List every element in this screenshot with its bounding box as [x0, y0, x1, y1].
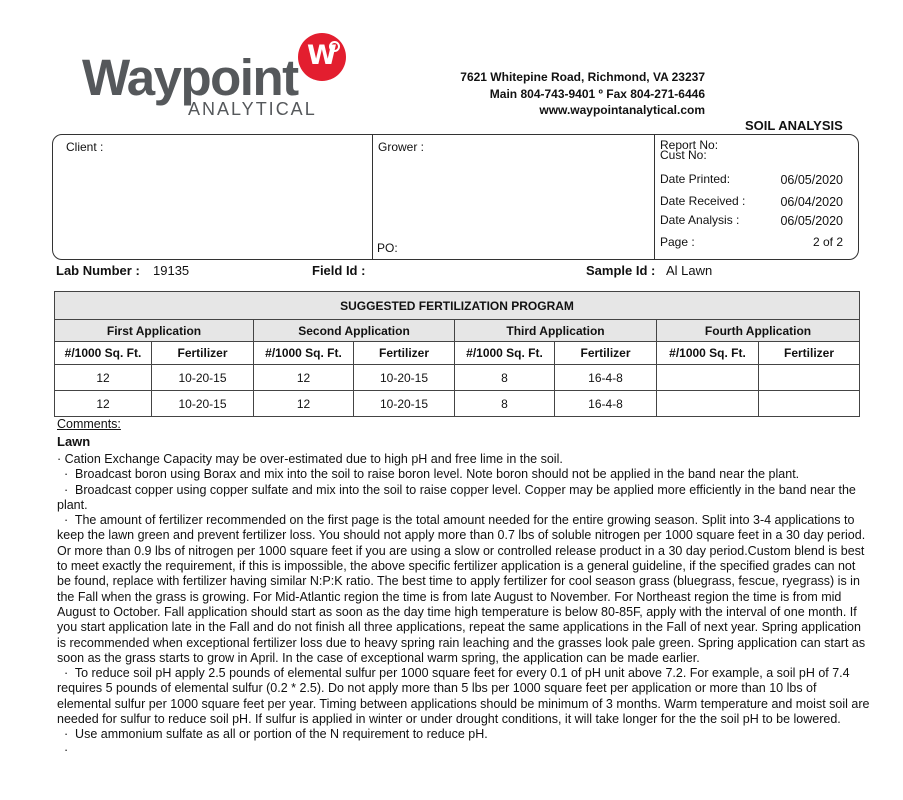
po-label: PO: [377, 241, 398, 255]
logo-badge-icon [298, 33, 346, 81]
program-title: SUGGESTED FERTILIZATION PROGRAM [55, 292, 860, 320]
company-logo-subtitle: ANALYTICAL [188, 99, 317, 119]
comment-item: · Cation Exchange Capacity may be over-estimated due to high pH and free lime in the soil. [57, 452, 563, 466]
table-cell: 10-20-15 [152, 391, 254, 417]
lab-number-value: 19135 [153, 263, 190, 278]
column-header: Fertilizer [354, 342, 455, 365]
report-no-label: Report No: [660, 138, 719, 152]
application-header-2: Second Application [254, 320, 455, 342]
table-cell [759, 391, 860, 417]
table-cell [657, 365, 759, 391]
company-website[interactable]: www.waypointanalytical.com [539, 103, 705, 117]
sample-id-label: Sample Id : [586, 263, 656, 278]
column-header: #/1000 Sq. Ft. [55, 342, 152, 365]
comment-item: · [57, 742, 69, 757]
table-cell: 10-20-15 [152, 365, 254, 391]
table-cell: 12 [55, 365, 152, 391]
company-address: 7621 Whitepine Road, Richmond, VA 23237 [460, 70, 705, 84]
application-header-3: Third Application [455, 320, 657, 342]
table-cell: 12 [254, 365, 354, 391]
table-cell: 8 [455, 391, 555, 417]
table-cell: 8 [455, 365, 555, 391]
date-analysis-label: Date Analysis : [660, 213, 740, 227]
page-label: Page : [660, 235, 695, 249]
table-cell [657, 391, 759, 417]
column-header: Fertilizer [152, 342, 254, 365]
column-header: #/1000 Sq. Ft. [657, 342, 759, 365]
fertilization-program-table [54, 291, 860, 417]
comment-item: · The amount of fertilizer recommended on the first page is the total amount needed for the entire growing season. Split into 3-4 applications to keep the lawn green and prevent fertilizer loss. You should not apply more than 0.7 lbs of soluble nitrogen per 1000 square feet in a 30 day period. Or more than 0.9 lbs of nitrogen per 1000 square feet if you are using a slow or controlled release product in a 30 day period.Custom blend is best to meet exactly the requirement, if this is impossible, the above specific fertilizer application is a general guideline, if the specified grades can not be found, replace with fertilizer having similar N:P:K ratio. The best time to apply fertilizer for cool season grass (bluegrass, fescue, ryegrass) is in the Fall when the grass is growing. For Mid-Atlantic region the time is from late August to November. For Northeast region the time is from mid August to October. Fall application should start as soon as the day time high temperature is below 80-85F, apply with the interval of one month. If you start application late in the Fall and do not finish all three applications, repeat the same applications in the Fall of next year. Spring application is recommended when exceptional fertilizer loss due to heavy spring rain leaching and the grasses look pale green. Spring application can start as soon as the grass starts to grow in April. In the case of exceptional warm spring, the application can be made earlier. [57, 513, 869, 665]
column-header: Fertilizer [759, 342, 860, 365]
column-header: #/1000 Sq. Ft. [455, 342, 555, 365]
table-cell: 12 [254, 391, 354, 417]
header-divider-1 [372, 134, 373, 260]
logo-degree-mark [329, 41, 340, 52]
header-divider-2 [654, 134, 655, 260]
date-received-value: 06/04/2020 [780, 195, 843, 209]
comment-item: · Broadcast boron using Borax and mix into the soil to raise boron level. Note boron should not be applied in the band near the plant. [57, 467, 800, 482]
logo-badge-letter: W [307, 40, 337, 71]
application-header-4: Fourth Application [657, 320, 860, 342]
date-printed-label: Date Printed: [660, 172, 731, 186]
table-cell: 12 [55, 391, 152, 417]
lab-number-label: Lab Number : [56, 263, 140, 278]
date-received-label: Date Received : [660, 194, 746, 208]
column-header: Fertilizer [555, 342, 657, 365]
comments-body [57, 452, 872, 758]
table-cell: 10-20-15 [354, 391, 455, 417]
cust-no-label: Cust No: [660, 148, 707, 162]
table-row [55, 365, 860, 391]
client-label: Client : [66, 140, 104, 154]
grower-label: Grower : [378, 140, 425, 154]
comments-heading: Comments: [57, 417, 121, 431]
sample-id-value: Al Lawn [666, 263, 713, 278]
comment-item: · To reduce soil pH apply 2.5 pounds of elemental sulfur per 1000 square feet for every 0.1 of pH unit above 7.2. For example, a soil pH of 7.4 requires 5 pounds of elemental sulfur (0.2 * 2.5). Do not apply more than 5 lbs per 1000 square feet per application or more than 10 lbs of elemental sulfur per 1000 square feet per year. Timing between applications should be minimum of 3 months. Warm temperature and moist soil are needed for sulfur to reduce soil pH. If sulfur is applied in winter or under drought conditions, it will take longer for the the soil pH to be lowered. [57, 666, 873, 727]
field-id-label: Field Id : [312, 263, 366, 278]
application-header-1: First Application [55, 320, 254, 342]
table-row [55, 391, 860, 417]
comment-item: · Use ammonium sulfate as all or portion of the N requirement to reduce pH. [57, 727, 488, 742]
comment-item: · Broadcast copper using copper sulfate and mix into the soil to raise copper level. Copper may be applied more efficiently in the band near the plant. [57, 482, 860, 512]
page-value: 2 of 2 [812, 235, 843, 249]
date-printed-value: 06/05/2020 [780, 173, 843, 187]
company-logo-wordmark: Waypoint [82, 49, 298, 106]
table-cell: 10-20-15 [354, 365, 455, 391]
table-cell: 16-4-8 [555, 391, 657, 417]
table-cell [759, 365, 860, 391]
table-cell: 16-4-8 [555, 365, 657, 391]
company-phone: Main 804-743-9401 º Fax 804-271-6446 [489, 87, 705, 101]
column-header: #/1000 Sq. Ft. [254, 342, 354, 365]
comments-section-title: Lawn [57, 434, 91, 449]
report-type-title: SOIL ANALYSIS [745, 118, 843, 133]
date-analysis-value: 06/05/2020 [780, 214, 843, 228]
